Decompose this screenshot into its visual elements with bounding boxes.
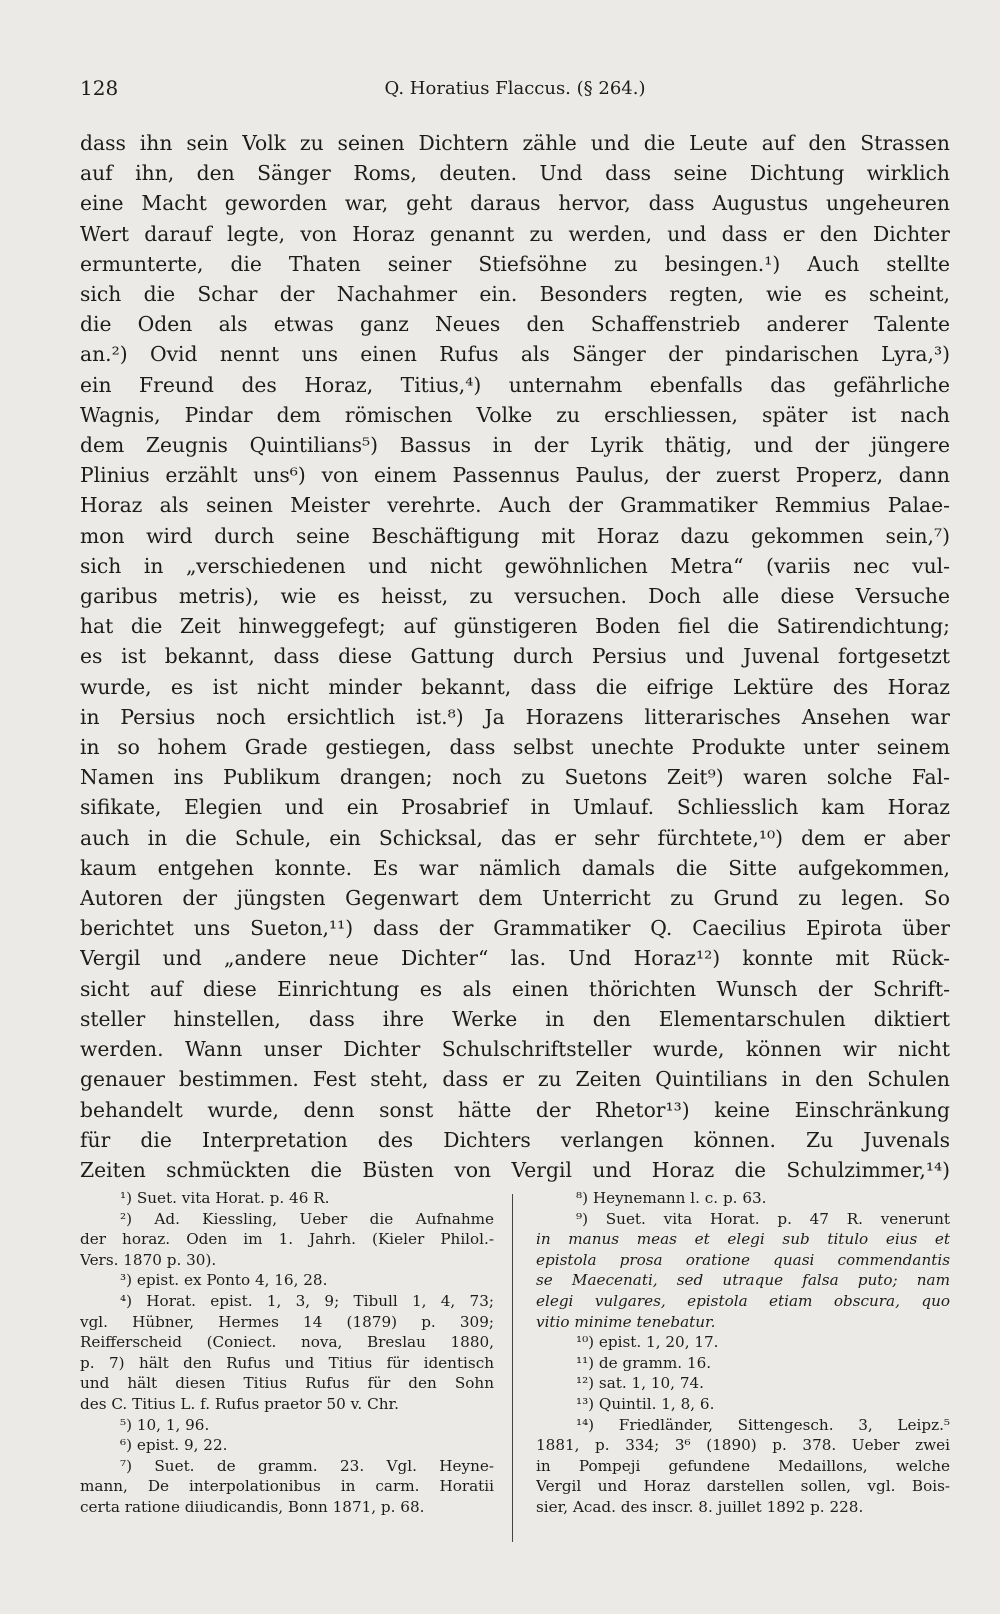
footnote-line: ⁵) 10, 1, 96. bbox=[120, 1415, 210, 1434]
footnote-line: mann, De interpolationibus in carm. Horatii bbox=[80, 1477, 494, 1496]
text-line: wurde, es ist nicht minder bekannt, dass die eifrige Lektüre des Horaz bbox=[80, 674, 950, 699]
footnote-line: ¹⁰) epist. 1, 20, 17. bbox=[576, 1333, 719, 1352]
text-line: auch in die Schule, ein Schicksal, das er sehr fürchtete,¹⁰) dem er aber bbox=[80, 825, 950, 850]
text-line: behandelt wurde, denn sonst hätte der Rhetor¹³) keine Einschränkung bbox=[80, 1097, 950, 1122]
footnote-line: Vergil und Horaz darstellen sollen, vgl. Bois- bbox=[536, 1477, 950, 1496]
footnote-line: vgl. Hübner, Hermes 14 (1879) p. 309; bbox=[80, 1312, 494, 1331]
text-line: werden. Wann unser Dichter Schulschriftsteller wurde, können wir nicht bbox=[80, 1037, 950, 1062]
text-line: in so hohem Grade gestiegen, dass selbst unechte Produkte unter seinem bbox=[80, 735, 950, 760]
footnote-line: Vers. 1870 p. 30). bbox=[80, 1250, 217, 1269]
footnote-line: p. 7) hält den Rufus und Titius für identisch bbox=[80, 1353, 494, 1372]
footnote-line: ¹¹) de gramm. 16. bbox=[576, 1353, 712, 1372]
text-line: ein Freund des Horaz, Titius,⁴) unternahm ebenfalls das gefährliche bbox=[80, 372, 950, 397]
text-line: auf ihn, den Sänger Roms, deuten. Und dass seine Dichtung wirklich bbox=[80, 161, 950, 186]
text-line: sich in „verschiedenen und nicht gewöhnlichen Metra“ (variis nec vul- bbox=[80, 553, 950, 578]
text-line: für die Interpretation des Dichters verlangen können. Zu Juvenals bbox=[80, 1127, 950, 1152]
text-line: Namen ins Publikum drangen; noch zu Suetons Zeit⁹) waren solche Fal- bbox=[80, 765, 950, 790]
text-line: genauer bestimmen. Fest steht, dass er zu Zeiten Quintilians in den Schulen bbox=[80, 1067, 950, 1092]
main-text bbox=[80, 128, 950, 1185]
footnote-line: elegi vulgares, epistola etiam obscura, quo bbox=[536, 1291, 950, 1310]
text-line: kaum entgehen konnte. Es war nämlich damals die Sitte aufgekommen, bbox=[80, 855, 950, 880]
text-line: die Oden als etwas ganz Neues den Schaffenstrieb anderer Talente bbox=[80, 312, 950, 337]
footnote-line: ¹²) sat. 1, 10, 74. bbox=[576, 1374, 704, 1393]
footnote-line: ⁶) epist. 9, 22. bbox=[120, 1436, 228, 1455]
text-line: dass ihn sein Volk zu seinen Dichtern zähle und die Leute auf den Strassen bbox=[80, 131, 950, 155]
text-line: es ist bekannt, dass diese Gattung durch Persius und Juvenal fortgesetzt bbox=[80, 644, 950, 669]
text-line: an.²) Ovid nennt uns einen Rufus als Sänger der pindarischen Lyra,³) bbox=[80, 342, 950, 367]
text-line: sifikate, Elegien und ein Prosabrief in Umlauf. Schliesslich kam Horaz bbox=[80, 795, 950, 820]
footnote-line: ²) Ad. Kiessling, Ueber die Aufnahme bbox=[120, 1209, 494, 1228]
text-line: Vergil und „andere neue Dichter“ las. Und Horaz¹²) konnte mit Rück- bbox=[80, 946, 950, 971]
footnote-line: ¹³) Quintil. 1, 8, 6. bbox=[576, 1394, 715, 1413]
footnote-line: certa ratione diiudicandis, Bonn 1871, p. 68. bbox=[80, 1497, 425, 1516]
text-line: Autoren der jüngsten Gegenwart dem Unterricht zu Grund zu legen. So bbox=[80, 886, 950, 911]
text-line: Zeiten schmückten die Büsten von Vergil und Horaz die Schulzimmer,¹⁴) bbox=[80, 1157, 950, 1182]
footnotes-left-column bbox=[80, 1188, 494, 1518]
footnote-line: ⁸) Heynemann l. c. p. 63. bbox=[576, 1189, 767, 1207]
text-line: in Persius noch ersichtlich ist.⁸) Ja Horazens litterarisches Ansehen war bbox=[80, 704, 950, 729]
footnote-line: ¹) Suet. vita Horat. p. 46 R. bbox=[120, 1189, 330, 1207]
text-line: eine Macht geworden war, geht daraus hervor, dass Augustus ungeheuren bbox=[80, 191, 950, 216]
footnote-line: ⁹) Suet. vita Horat. p. 47 R. venerunt bbox=[576, 1209, 950, 1228]
text-line: Wagnis, Pindar dem römischen Volke zu erschliessen, später ist nach bbox=[80, 402, 950, 427]
text-line: sich die Schar der Nachahmer ein. Besonders regten, wie es scheint, bbox=[80, 282, 950, 307]
text-line: hat die Zeit hinweggefegt; auf günstigeren Boden fiel die Satirendichtung; bbox=[80, 614, 950, 639]
footnotes-right-column bbox=[536, 1188, 950, 1518]
footnotes bbox=[80, 1188, 950, 1588]
running-title: Q. Horatius Flaccus. (§ 264.) bbox=[384, 78, 646, 99]
text-line: sicht auf diese Einrichtung es als einen thörichten Wunsch der Schrift- bbox=[80, 976, 950, 1001]
page-number: 128 bbox=[80, 76, 119, 100]
text-line: ermunterte, die Thaten seiner Stiefsöhne zu besingen.¹) Auch stellte bbox=[80, 251, 950, 276]
footnote-line: in Pompeji gefundene Medaillons, welche bbox=[536, 1456, 950, 1475]
text-line: dem Zeugnis Quintilians⁵) Bassus in der Lyrik thätig, und der jüngere bbox=[80, 433, 950, 458]
text-line: Wert darauf legte, von Horaz genannt zu werden, und dass er den Dichter bbox=[80, 221, 950, 246]
footnote-line: se Maecenati, sed utraque falsa puto; nam bbox=[536, 1271, 950, 1290]
text-line: steller hinstellen, dass ihre Werke in den Elementarschulen diktiert bbox=[80, 1006, 950, 1031]
footnote-column-divider bbox=[512, 1194, 513, 1542]
footnote-line: 1881, p. 334; 3⁶ (1890) p. 378. Ueber zwei bbox=[536, 1436, 950, 1455]
footnote-line: ¹⁴) Friedländer, Sittengesch. 3, Leipz.⁵ bbox=[576, 1415, 950, 1434]
text-line: Plinius erzählt uns⁶) von einem Passennus Paulus, der zuerst Properz, dann bbox=[80, 463, 950, 488]
footnote-line: ⁷) Suet. de gramm. 23. Vgl. Heyne- bbox=[120, 1456, 494, 1475]
text-line: berichtet uns Sueton,¹¹) dass der Grammatiker Q. Caecilius Epirota über bbox=[80, 916, 950, 941]
text-line: garibus metris), wie es heisst, zu versuchen. Doch alle diese Versuche bbox=[80, 584, 950, 609]
page-header bbox=[80, 76, 950, 108]
footnote-line: des C. Titius L. f. Rufus praetor 50 v. Chr. bbox=[80, 1394, 399, 1413]
footnote-line: ⁴) Horat. epist. 1, 3, 9; Tibull 1, 4, 73; bbox=[120, 1291, 494, 1310]
footnote-line: der horaz. Oden im 1. Jahrh. (Kieler Philol.- bbox=[80, 1230, 494, 1249]
footnote-line: ³) epist. ex Ponto 4, 16, 28. bbox=[120, 1271, 328, 1290]
footnote-line: und hält diesen Titius Rufus für den Sohn bbox=[80, 1374, 494, 1393]
footnote-line: vitio minime tenebatur. bbox=[536, 1312, 716, 1331]
footnote-line: in manus meas et elegi sub titulo eius et bbox=[536, 1230, 950, 1249]
footnote-line: sier, Acad. des inscr. 8. juillet 1892 p. 228. bbox=[536, 1497, 864, 1516]
footnote-line: epistola prosa oratione quasi commendantis bbox=[536, 1250, 950, 1269]
text-line: mon wird durch seine Beschäftigung mit Horaz dazu gekommen sein,⁷) bbox=[80, 523, 950, 548]
footnote-line: Reifferscheid (Coniect. nova, Breslau 1880, bbox=[80, 1333, 494, 1352]
text-line: Horaz als seinen Meister verehrte. Auch der Grammatiker Remmius Palae- bbox=[80, 493, 950, 518]
